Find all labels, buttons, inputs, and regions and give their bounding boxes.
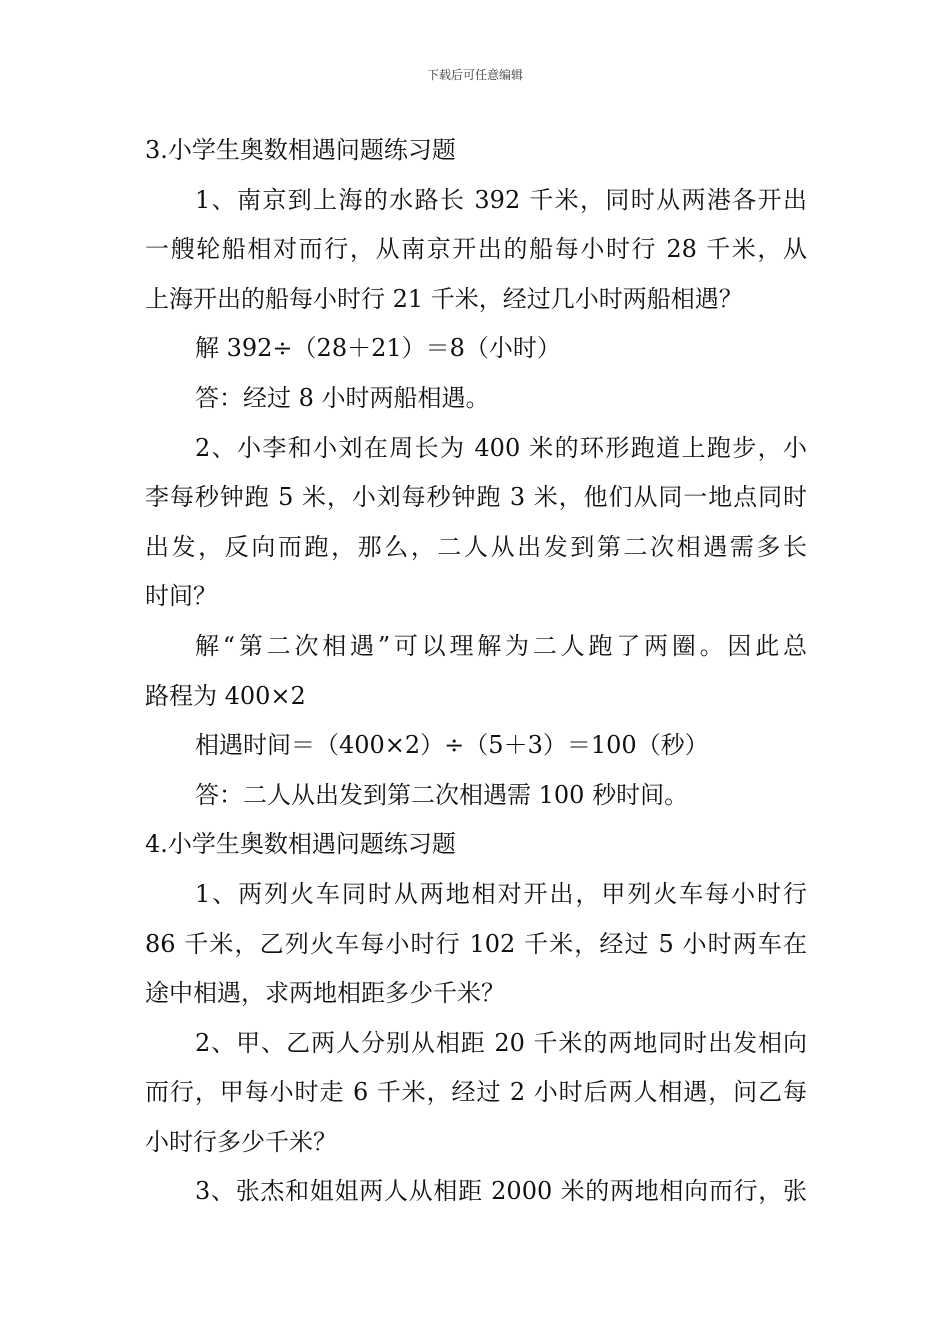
problem-text: 3、张杰和姐姐两人从相距 2000 米的两地相向而行，张	[195, 1177, 807, 1206]
page-header-note: 下载后可任意编辑	[426, 68, 523, 82]
solution-text: 解 392÷（28＋21）＝8（小时）	[195, 334, 561, 363]
answer-text: 答：经过 8 小时两船相遇。	[195, 383, 490, 412]
problem-text: 时间？	[145, 582, 217, 611]
section-heading: 3.小学生奥数相遇问题练习题	[145, 136, 456, 164]
problem-text: 1、两列火车同时从两地相对开出，甲列火车每小时行	[195, 879, 807, 908]
solution-text: 相遇时间＝（400×2）÷（5＋3）＝100（秒）	[195, 731, 709, 760]
document-body	[145, 126, 807, 1217]
problem-text: 2、甲、乙两人分别从相距 20 千米的两地同时出发相向	[195, 1028, 807, 1057]
problem-text: 上海开出的船每小时行 21 千米，经过几小时两船相遇？	[145, 284, 743, 313]
problem-text: 出发，反向而跑，那么，二人从出发到第二次相遇需多长	[145, 532, 807, 561]
problem-text: 小时行多少千米？	[145, 1127, 337, 1156]
problem-text: 1、南京到上海的水路长 392 千米，同时从两港各开出	[195, 185, 807, 214]
problem-text: 李每秒钟跑 5 米，小刘每秒钟跑 3 米，他们从同一地点同时	[145, 483, 807, 512]
solution-text: 解“第二次相遇”可以理解为二人跑了两圈。因此总	[195, 631, 807, 660]
problem-text: 途中相遇，求两地相距多少千米？	[145, 979, 505, 1008]
problem-text: 一艘轮船相对而行，从南京开出的船每小时行 28 千米，从	[145, 235, 807, 264]
answer-text: 答：二人从出发到第二次相遇需 100 秒时间。	[195, 780, 689, 809]
problem-text: 86 千米，乙列火车每小时行 102 千米，经过 5 小时两车在	[145, 929, 807, 958]
problem-text: 而行，甲每小时走 6 千米，经过 2 小时后两人相遇，问乙每	[145, 1078, 807, 1107]
problem-text: 2、小李和小刘在周长为 400 米的环形跑道上跑步，小	[195, 433, 807, 462]
solution-text: 路程为 400×2	[145, 681, 306, 710]
section-heading: 4.小学生奥数相遇问题练习题	[145, 830, 456, 859]
